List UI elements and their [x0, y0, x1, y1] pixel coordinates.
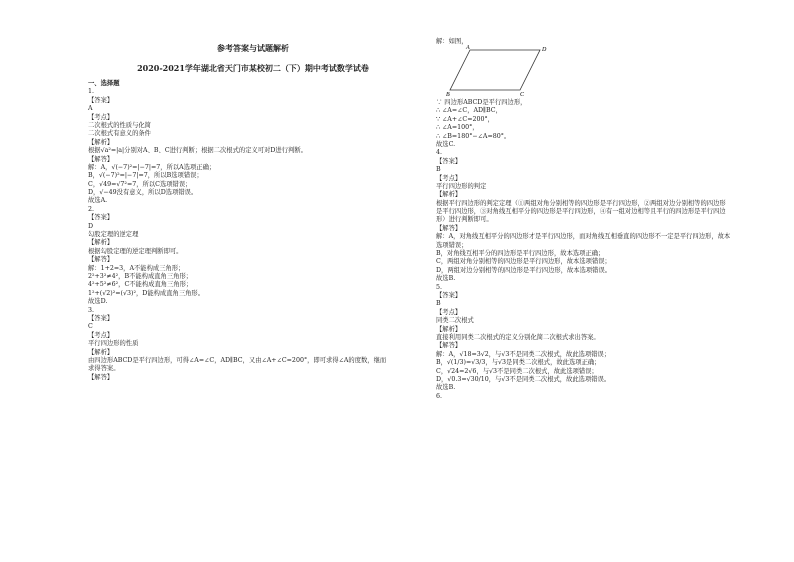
parallelogram-figure — [446, 45, 550, 98]
label-c: C — [520, 92, 525, 98]
text-line: 解：A，√18=3√2，与√3不是同类二次根式，故此选项错误； — [436, 350, 611, 358]
text-line: C，两组对角分别相等的四边形是平行四边形，故本选项错误； — [436, 258, 611, 266]
text-line: 故选B. — [436, 275, 456, 283]
text-line: 【解析】 — [88, 138, 114, 146]
text-line: 故选B. — [436, 384, 456, 392]
text-line: 5. — [436, 283, 443, 291]
text-line: 解：1+2=3，A不能构成三角形； — [88, 264, 185, 272]
text-line: 故选A. — [88, 197, 108, 205]
text-line: 4. — [436, 149, 443, 157]
text-line: 选项错误； — [436, 241, 468, 249]
text-line: 由四边形ABCD是平行四边形，可得∠A=∠C，AD∥BC，又由∠A+∠C=200°，即可求得∠A的度数，继而 — [88, 356, 387, 364]
text-line: 【解答】 — [88, 155, 114, 163]
text-line: D，两组对边分别相等的四边形是平行四边形，故本选项错误。 — [436, 266, 612, 274]
text-line: 【考点】 — [436, 174, 462, 182]
text-line: 勾股定理的逆定理 — [88, 231, 139, 239]
text-line: 形）进行判断即可。 — [436, 216, 493, 224]
text-line: 【解答】 — [436, 224, 462, 232]
text-line: 【答案】 — [88, 314, 114, 322]
text-line: 【考点】 — [88, 331, 114, 339]
text-line: 1. — [88, 88, 95, 96]
text-line: B，√(−7)²=|−7|=7，所以B选项错误； — [88, 172, 203, 180]
text-line: ∵ ∠A+∠C=200°， — [436, 115, 494, 123]
text-line: 求得答案。 — [88, 365, 120, 373]
text-line: 【答案】 — [88, 214, 114, 222]
text-line: 1²+(√2)²=(√3)²，D能构成直角三角形。 — [88, 289, 205, 297]
text-line: 【考点】 — [436, 308, 462, 316]
text-line: C，√24=2√6，与√3不是同类二次根式，故此选项错误； — [436, 367, 598, 375]
text-line: 平行四边形的判定 — [436, 182, 487, 190]
exam-title: 2020-2021学年湖北省天门市某校初二（下）期中考试数学试卷 — [137, 63, 369, 73]
text-line: 【解答】 — [88, 373, 114, 381]
label-d: D — [542, 47, 547, 53]
text-line: 【解答】 — [436, 342, 462, 350]
text-line: B — [436, 166, 441, 174]
text-line: C — [88, 323, 93, 331]
text-line: 根据平行四边形的判定定理（①两组对角分别相等的四边形是平行四边形，②两组对边分别相等的四边形 — [436, 199, 726, 207]
text-line: 【解析】 — [436, 191, 462, 199]
text-line: 【解答】 — [88, 256, 114, 264]
text-line: ∴ ∠A=100°， — [436, 124, 479, 132]
text-line: 3. — [88, 306, 95, 314]
text-line: 二次根式的性质与化简 — [88, 121, 151, 129]
text-line: 【解析】 — [88, 348, 114, 356]
parallelogram-shape — [450, 50, 540, 90]
label-a: A — [466, 45, 470, 51]
text-line: 故选C. — [436, 140, 456, 148]
left-column — [88, 80, 418, 382]
text-line: 【考点】 — [88, 113, 114, 121]
text-line: 【解析】 — [88, 239, 114, 247]
text-line: 【答案】 — [436, 291, 462, 299]
text-line: 【答案】 — [88, 96, 114, 104]
text-line: 是平行四边形，③对角线互相平分的四边形是平行四边形，④有一组对边相等且平行的四边形是平行四边 — [436, 208, 726, 216]
text-line: D，√−49没有意义，所以D选项错误。 — [88, 189, 198, 197]
label-b: B — [446, 92, 450, 98]
text-line: 根据√a²=|a|分别对A、B、C进行判断；根据二次根式的定义可对D进行判断。 — [88, 147, 307, 155]
text-line: 4²+5²≠6²，C不能构成直角三角形； — [88, 281, 193, 289]
text-line: 2²+3²≠4²，B不能构成直角三角形； — [88, 272, 193, 280]
text-line: D，√0.3=√30/10，与√3不是同类二次根式，故此选项错误。 — [436, 375, 611, 383]
text-line: B，√(1/3)=√3/3，与√3是同类二次根式，故此选项正确； — [436, 359, 601, 367]
text-line: 故选D. — [88, 298, 108, 306]
text-line: C，√49=√7²=7，所以C选项错误； — [88, 180, 192, 188]
text-line: ∴ ∠B=180°−∠A=80°。 — [436, 132, 511, 140]
right-column-header: 解：如图， — [436, 38, 468, 45]
text-line: 直接利用同类二次根式的定义分别化简二次根式求出答案。 — [436, 333, 600, 341]
text-line: A — [88, 105, 93, 113]
text-line: B，对角线互相平分的四边形是平行四边形，故本选项正确； — [436, 250, 605, 258]
text-line: ∴ ∠A=∠C，AD∥BC， — [436, 107, 502, 115]
text-line: 二次根式有意义的条件 — [88, 130, 151, 138]
text-line: 6. — [436, 392, 443, 400]
right-column — [436, 99, 776, 401]
answer-title: 参考答案与试题解析 — [217, 43, 289, 53]
text-line: 根据勾股定理的逆定理判断即可。 — [88, 247, 183, 255]
text-line: D — [88, 222, 94, 230]
text-line: 解：A，√(−7)²=|−7|=7，所以A选项正确； — [88, 163, 216, 171]
text-line: 一、选择题 — [88, 80, 120, 87]
text-line: 【答案】 — [436, 157, 462, 165]
text-line: ∵ 四边形ABCD是平行四边形， — [436, 99, 527, 106]
text-line: B — [436, 300, 441, 308]
text-line: 解：A，对角线互相平分的四边形才是平行四边形，而对角线互相垂直的四边形不一定是平行四边形，故本 — [436, 233, 731, 241]
text-line: 平行四边形的性质 — [88, 340, 139, 348]
text-line: 同类二次根式 — [436, 317, 474, 325]
text-line: 【解析】 — [436, 325, 462, 333]
text-line: 2. — [88, 205, 95, 213]
